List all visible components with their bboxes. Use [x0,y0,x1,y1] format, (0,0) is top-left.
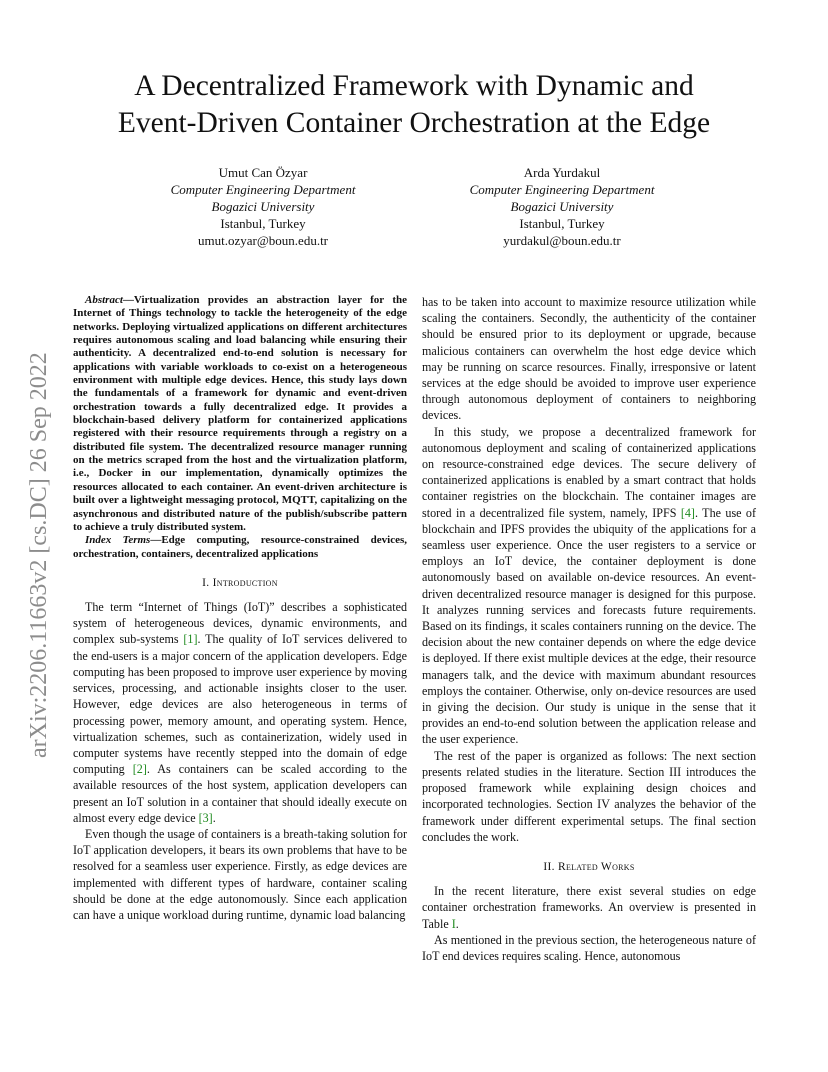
arxiv-identifier: arXiv:2206.11663v2 [cs.DC] 26 Sep 2022 [26,352,52,758]
text-run: . The quality of IoT services delivered to the end-users is a major concern of the application developers. Edge computing has been proposed to improve user experience by moving services, processing, and actionable insights closer to the user. However, edge devices are also heterogeneous in terms of processing power, memory amount, and operating system. Hence, virtualization schemes, such as containerization, widely used in computer systems have recently stepped into the domain of edge computing [73,632,407,777]
related-paragraph-1 [422,883,756,932]
author-university: Bogazici University [510,199,614,214]
intro-paragraph-3 [422,424,756,748]
text-run: In the recent literature, there exist several studies on edge container orchestration frameworks. An overview is presented in Table [422,884,756,931]
text-run: . The use of blockchain and IPFS provides the ubiquity of the applications for a seamless user experience. Once the user registers to a service or employs an IoT device, the container deployment is done autonomously based on available on-device resources. An event-driven decentralized resource manager is designed for this purpose. It analyzes running services and forecasts future requirements. Based on its findings, it scales containers running on the device. The decision about the new container depends on where the edge device is deployed. If there exist multiple devices at the edge, their resource managers talk, and the device with maximum abundant resources employs the container. Otherwise, only on-device resources are used in giving the decision. Our study is unique in the sense that it provides an end-to-end solution between the application release and the user experience. [422,505,757,747]
text-run: The term “Internet of Things (IoT)” describes a sophisticated system of heterogeneous devices, dynamic environments, and complex sub-systems [73,600,407,647]
section-heading-introduction: I. Introduction [202,576,278,589]
intro-paragraph-4: The rest of the paper is organized as follows: The next section presents related studies in the literature. Section III introduces the proposed framework while explaining design choices and incorporated technologies. Section IV analyzes the behavior of the framework under different experimental setups. The final section concludes the work. [422,748,756,844]
author-name: Arda Yurdakul [523,165,601,180]
intro-paragraph-2-continued: has to be taken into account to maximize resource utilization while scaling the containers. Secondly, the authenticity of the container should be ensured prior to its deployment or upgrade, because malicious containers can overwhelm the host edge device which may be running on scarce resources. Finally, irresponsive or latent services at the edge should be avoided to improve user experience through autonomous deployment of containers to neighboring devices. [422,295,756,423]
text-run: . As containers can be scaled according to the available resources of the host system, application developers can present an IoT solution in a container that should ideally execute on almost every edge device [73,762,407,825]
abstract-label: Abstract [85,294,123,306]
left-column [73,294,407,923]
title-line-2: Event-Driven Container Orchestration at the Edge [117,107,711,139]
title-line-1: A Decentralized Framework with Dynamic and [134,70,694,102]
citation-link[interactable]: [1] [183,632,198,647]
abstract-text: —Virtualization provides an abstraction layer for the Internet of Things technology to tackle the heterogeneity of the edge networks. Deploying virtualized applications on different architectures requires autonomous scaling and load balancing while ensuring their authenticity. A decentralized end-to-end solution is necessary for applications with variable workloads to co-exist on a heterogeneous environment with multiple edge devices. Hence, this study lays down the fundamentals of a framework for dynamic and event-driven orchestration towards a fully decentralized edge. It provides a blockchain-based delivery platform for containerized applications registered with their resource requirements through a registry on a distributed file system. The decentralized resource manager running on the metrics scraped from the host and the virtualization platform, i.e., Docker in our implementation, dynamically optimizes the resources allocated to each container. An event-driven architecture is built over a lightweight messaging protocol, MQTT, capitalizing on the asynchronous and distributed nature of the publish/subscribe pattern to achieve a truly distributed system. [73,294,407,533]
right-column [422,294,756,964]
author-location: Istanbul, Turkey [519,216,605,231]
author-email: umut.ozyar@boun.edu.tr [197,233,329,248]
intro-paragraph-2: Even though the usage of containers is a breath-taking solution for IoT application developers, it bears its own problems that have to be resolved for a seamless user experience. Firstly, as edge devices are implemented with different types of hardware, container scaling should be done at the edge autonomously. Since each application can have a unique workload during runtime, dynamic load balancing [73,826,407,922]
author-department: Computer Engineering Department [170,182,356,197]
paper-title [0,68,828,142]
index-terms-label: Index Terms [85,534,151,547]
text-run: In this study, we propose a decentralized framework for autonomous deployment and scaling of containerized applications on resource-constrained edge devices. The secure delivery of containerized applications is enabled by a smart contract that holds container registries on the blockchain. The container images are stored in a decentralized file system, namely, IPFS [422,424,756,520]
index-terms [73,534,407,561]
author-university: Bogazici University [211,199,315,214]
table-reference-link[interactable]: I [451,916,456,931]
citation-link[interactable]: [3] [198,810,213,825]
section-heading-related-works: II. Related Works [543,860,635,873]
author-email: yurdakul@boun.edu.tr [503,233,621,248]
author-block-1 [103,164,423,249]
abstract [73,294,407,534]
citation-link[interactable]: [2] [132,762,147,777]
author-department: Computer Engineering Department [469,182,655,197]
intro-paragraph-1 [73,599,407,826]
text-run: . [455,916,459,931]
author-location: Istanbul, Turkey [220,216,306,231]
text-run: . [212,810,216,825]
author-name: Umut Can Özyar [218,165,308,180]
index-terms-text: —Edge computing, resource-constrained devices, orchestration, containers, decentralized applications [73,534,407,560]
citation-link[interactable]: [4] [680,505,695,520]
author-block-2 [402,164,722,249]
related-paragraph-2: As mentioned in the previous section, the heterogeneous nature of IoT end devices requires scaling. Hence, autonomous [422,932,756,963]
